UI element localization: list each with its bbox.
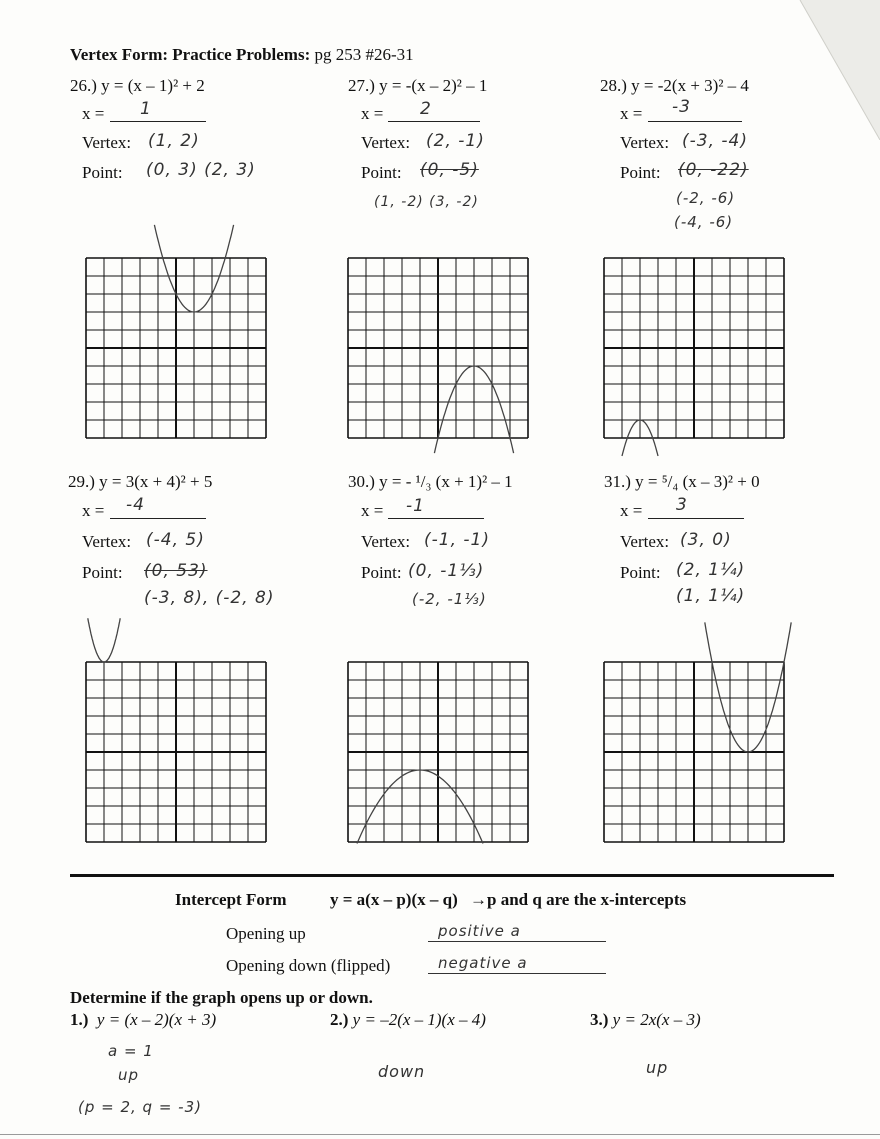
problem-30-x-blank: [388, 500, 484, 519]
problem-29-extra-points: (-3, 8), (-2, 8): [144, 588, 275, 608]
problem-27-x-blank: [388, 103, 480, 122]
problem-31-x-blank: [648, 500, 744, 519]
determine-item-2: 2.) y = –2(x – 1)(x – 4): [330, 1010, 486, 1029]
problem-29-x-answer: -4: [126, 495, 145, 515]
problem-28-point-answer: (0, -22): [678, 160, 749, 180]
scan-shadow-corner: [790, 0, 880, 140]
problem-26-point-label: Point:: [82, 163, 123, 182]
graph-29: [86, 662, 266, 842]
problem-27-point-label: Point:: [361, 163, 402, 182]
opening-up-answer: positive a: [438, 922, 521, 940]
problem-28-extra-point-1: (-2, -6): [676, 189, 736, 207]
problem-26-vertex-label: Vertex:: [82, 133, 132, 152]
determine-item-1: 1.) y = (x – 2)(x + 3): [70, 1010, 217, 1029]
problem-28-point-label: Point:: [620, 163, 661, 182]
problem-26-x-blank: [110, 103, 206, 122]
problem-28-x-blank: [648, 103, 742, 122]
problem-28-vertex-answer: (-3, -4): [682, 131, 748, 151]
intercept-heading: Intercept Form: [175, 890, 287, 909]
opening-down-answer: negative a: [438, 954, 528, 972]
opening-up-line: [428, 941, 606, 942]
problem-28-equation: 28.) y = -2(x + 3)² – 4: [600, 76, 749, 95]
problem-31-point-answer: (2, 1¼): [676, 560, 746, 580]
problem-27-extra-points: (1, -2) (3, -2): [374, 194, 479, 210]
problem-28-extra-point-2: (-4, -6): [674, 213, 734, 231]
problem-29-equation: 29.) y = 3(x + 4)² + 5: [68, 472, 213, 491]
problem-31-vertex-answer: (3, 0): [680, 530, 732, 550]
scan-bottom-edge: [0, 1134, 880, 1135]
problem-28-x-label: x =: [620, 104, 643, 123]
problem-29-vertex-label: Vertex:: [82, 532, 132, 551]
problem-30-x-answer: -1: [406, 496, 425, 516]
graph-28: [604, 258, 784, 438]
intercept-formula: y = a(x – p)(x – q): [330, 890, 458, 909]
problem-29-point-answer: (0, 53): [144, 561, 208, 581]
determine-item-3: 3.) y = 2x(x – 3): [590, 1010, 701, 1029]
problem-29-x-blank: [110, 500, 206, 519]
title-page-ref: pg 253 #26-31: [314, 45, 414, 64]
problem-31-vertex-label: Vertex:: [620, 532, 670, 551]
problem-26-vertex-answer: (1, 2): [148, 131, 200, 151]
problem-26-x-label: x =: [82, 104, 105, 123]
problem-30-vertex-answer: (-1, -1): [424, 530, 490, 550]
determine-1-answer-intercepts: (p = 2, q = -3): [78, 1098, 202, 1116]
determine-3-answer: up: [646, 1058, 669, 1077]
problem-31-x-answer: 3: [676, 495, 688, 515]
problem-29-point-label: Point:: [82, 563, 123, 582]
problem-27-vertex-answer: (2, -1): [426, 131, 485, 151]
opening-up-label: Opening up: [226, 924, 306, 943]
problem-26-equation: 26.) y = (x – 1)² + 2: [70, 76, 205, 95]
intercept-note: →p and q are the x-intercepts: [470, 890, 687, 909]
problem-28-vertex-label: Vertex:: [620, 133, 670, 152]
problem-30-equation: 30.) y = - ¹/₃ (x + 1)² – 1: [348, 472, 513, 491]
page-title: [70, 45, 414, 65]
opening-down-line: [428, 973, 606, 974]
problem-27-vertex-label: Vertex:: [361, 133, 411, 152]
title-bold: Vertex Form: Practice Problems:: [70, 45, 311, 64]
section-divider: [70, 874, 834, 877]
graph-27: [348, 258, 528, 438]
problem-30-point-answer: (0, -1⅓): [408, 561, 485, 581]
problem-31-point-label: Point:: [620, 563, 661, 582]
problem-27-x-answer: 2: [420, 99, 432, 119]
problem-30-point-label: Point:: [361, 563, 402, 582]
problem-26-x-answer: 1: [140, 99, 152, 119]
problem-26-point-answer: (0, 3) (2, 3): [146, 160, 256, 180]
problem-29-vertex-answer: (-4, 5): [146, 530, 205, 550]
opening-down-label: Opening down (flipped): [226, 956, 391, 975]
parabola-curve: [88, 618, 120, 662]
problem-27-equation: 27.) y = -(x – 2)² – 1: [348, 76, 488, 95]
graph-26: [86, 258, 266, 438]
determine-1-answer-a: a = 1: [108, 1042, 154, 1060]
problem-31-extra-points: (1, 1¼): [676, 586, 746, 606]
determine-2-answer: down: [378, 1062, 426, 1081]
problem-28-x-answer: -3: [672, 97, 691, 117]
problem-31-x-label: x =: [620, 501, 643, 520]
graph-30: [348, 662, 528, 842]
problem-29-x-label: x =: [82, 501, 105, 520]
determine-heading: Determine if the graph opens up or down.: [70, 988, 373, 1007]
problem-27-point-answer: (0, -5): [420, 160, 479, 180]
determine-1-answer-up: up: [118, 1066, 140, 1084]
problem-31-equation: 31.) y = ⁵/₄ (x – 3)² + 0: [604, 472, 760, 491]
problem-30-x-label: x =: [361, 501, 384, 520]
problem-30-vertex-label: Vertex:: [361, 532, 411, 551]
graph-31: [604, 662, 784, 842]
problem-27-x-label: x =: [361, 104, 384, 123]
problem-30-extra-points: (-2, -1⅓): [412, 590, 487, 608]
